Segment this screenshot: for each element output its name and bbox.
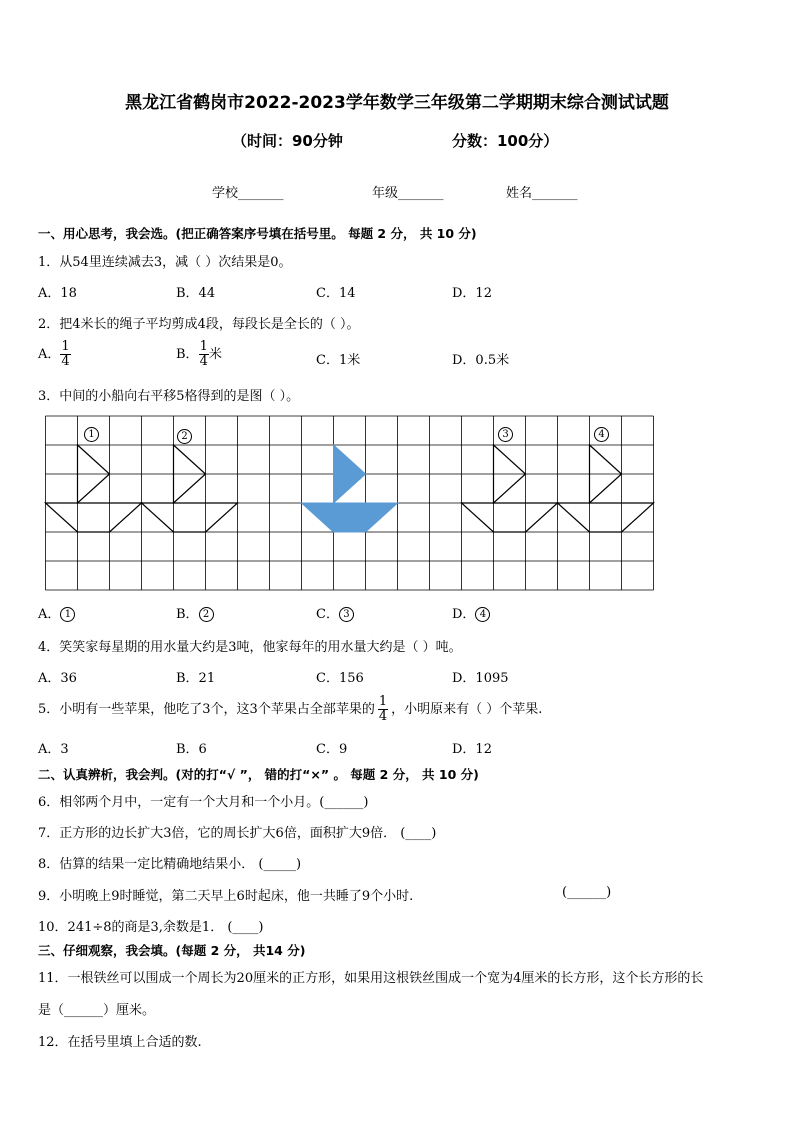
figure-label-1: 1 [84, 424, 99, 443]
q2-option-b [176, 340, 222, 369]
q9-text: 9．小明晚上9时睡觉，第二天早上6时起床，他一共睡了9个小时. [38, 889, 414, 904]
q2-option-a-label: A． [38, 347, 61, 362]
boat-center-sail [334, 445, 366, 503]
q4-option-a: A．36 [38, 671, 77, 686]
q5-option-c: C．9 [316, 742, 348, 757]
q11-text-line2: 是（______）厘米。 [38, 1003, 156, 1018]
boats [46, 445, 654, 532]
boat-3-hull [462, 503, 558, 532]
q3-option-d: D． 4 [452, 603, 490, 622]
q4-text: 4．笑笑家每星期的用水量大约是3吨，他家每年的用水量大约是（ ）吨。 [38, 640, 462, 655]
q7-text: 7．正方形的边长扩大3倍，它的周长扩大6倍，面积扩大9倍． (____) [38, 826, 437, 841]
section2-heading: 二、认真辨析，我会判。(对的打“√ ”， 错的打“×” 。 每题 2 分， 共 10 分) [38, 767, 479, 782]
q4-option-c: C．156 [316, 671, 364, 686]
q1-option-d: D．12 [452, 286, 492, 301]
q3-boat-grid [44, 414, 658, 594]
figure-label-2: 2 [177, 426, 192, 445]
boat-center-hull [302, 503, 398, 532]
q5-text: 5．小明有一些苹果，他吃了3个，这3个苹果占全部苹果的 $\frac{1}{4}$ ，小明原来有（ ）个苹果. [38, 694, 543, 724]
section1-heading: 一、用心思考，我会选。(把正确答案序号填在括号里。 每题 2 分， 共 10 分) [38, 226, 477, 241]
q2-option-b-label: B． [176, 347, 199, 362]
q9-blank: (______) [562, 885, 612, 900]
q2-option-d: D．0.5米 [452, 353, 510, 368]
page-title: 黑龙江省鹤岗市2022-2023学年数学三年级第二学期期末综合测试试题 [125, 93, 669, 113]
q2-option-a-fraction: $\frac{1}{4}$ [61, 339, 70, 369]
q12-text: 12．在括号里填上合适的数. [38, 1035, 202, 1050]
exam-score: 分数：100分） [452, 132, 559, 150]
q1-option-c: C．14 [316, 286, 356, 301]
q2-option-b-fraction: $\frac{1}{4}$ [199, 339, 208, 369]
q2-option-a [38, 340, 71, 369]
exam-time: （时间：90分钟 [232, 132, 343, 150]
boat-2-hull [142, 503, 238, 532]
q3-text: 3．中间的小船向右平移5格得到的是图（ ）。 [38, 389, 300, 404]
q3-option-a: A． 1 [38, 603, 75, 622]
q11-text-line1: 11．一根铁丝可以围成一个周长为20厘米的正方形，如果用这根铁丝围成一个宽为4厘米的长方形，这个长方形的长 [38, 971, 704, 986]
grade-field: 年级_______ [372, 186, 444, 201]
section3-heading: 三、仔细观察，我会填。(每题 2 分， 共14 分) [38, 943, 306, 958]
school-field: 学校_______ [212, 186, 284, 201]
q1-text: 1．从54里连续减去3，减（ ）次结果是0。 [38, 255, 292, 270]
boat-4-hull [558, 503, 654, 532]
q5-fraction: $\frac{1}{4}$ [378, 694, 388, 724]
boat-1-hull [46, 503, 142, 532]
q4-option-b: B．21 [176, 671, 216, 686]
q5-option-a: A．3 [38, 742, 69, 757]
q3-option-b: B． 2 [176, 603, 214, 622]
q8-text: 8．估算的结果一定比精确地结果小． (_____) [38, 857, 302, 872]
name-field: 姓名_______ [506, 186, 578, 201]
q4-option-d: D．1095 [452, 671, 509, 686]
q3-option-c: C． 3 [316, 603, 354, 622]
q2-text: 2．把4米长的绳子平均剪成4段，每段长是全长的（ ）。 [38, 317, 360, 332]
q6-text: 6．相邻两个月中，一定有一个大月和一个小月。(______) [38, 795, 369, 810]
q5-option-d: D．12 [452, 742, 492, 757]
q2-option-b-unit: 米 [208, 347, 222, 362]
figure-label-4: 4 [594, 424, 609, 443]
q1-option-a: A．18 [38, 286, 77, 301]
figure-label-3: 3 [498, 424, 513, 443]
q1-option-b: B．44 [176, 286, 216, 301]
q10-text: 10．241÷8的商是3,余数是1． (____) [38, 920, 264, 935]
q2-option-c: C．1米 [316, 353, 361, 368]
q5-option-b: B．6 [176, 742, 207, 757]
